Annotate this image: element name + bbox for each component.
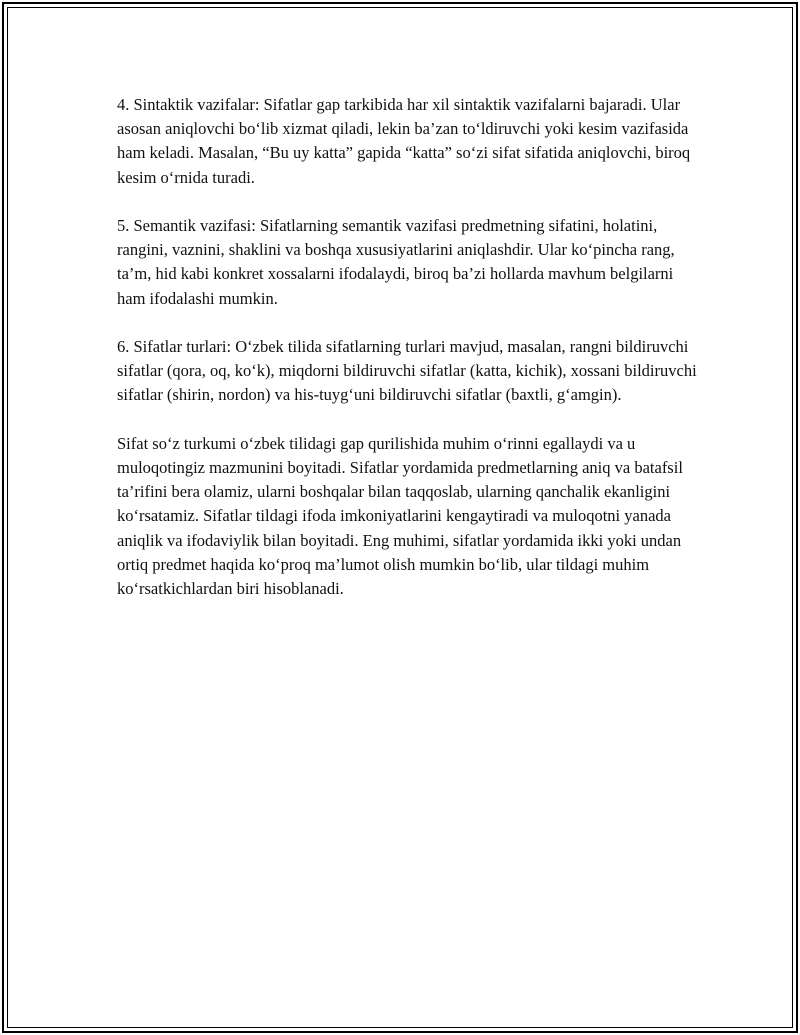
document-body [117,93,697,625]
paragraph-conclusion: Sifat so‘z turkumi o‘zbek tilidagi gap qurilishida muhim o‘rinni egallaydi va u muloqotingiz mazmunini boyitadi. Sifatlar yordamida predmetlarning aniq va batafsil ta’rifini bera olamiz, ularni boshqalar bilan taqqoslab, ularning qanchalik ekanligini ko‘rsatamiz. Sifatlar tildagi ifoda imkoniyatlarini kengaytiradi va muloqotni yanada aniqlik va ifodaviylik bilan boyitadi. Eng muhimi, sifatlar yordamida ikki yoki undan ortiq predmet haqida ko‘proq ma’lumot olish mumkin bo‘lib, ular tildagi muhim ko‘rsatkichlardan biri hisoblanadi. [117,433,683,599]
paragraph-semantic-function: 5. Semantik vazifasi: Sifatlarning semantik vazifasi predmetning sifatini, holatini, rangini, vaznini, shaklini va boshqa xususiyatlarini aniqlashdir. Ular ko‘pincha rang, ta’m, hid kabi konkret xossalarni ifodalaydi, biroq ba’zi hollarda mavhum belgilarni ham ifodalashi mumkin. [117,216,675,308]
paragraph-adjective-types: 6. Sifatlar turlari: O‘zbek tilida sifatlarning turlari mavjud, masalan, rangni bildiruvchi sifatlar (qora, oq, ko‘k), miqdorni bildiruvchi sifatlar (katta, kichik), xossani bildiruvchi sifatlar (shirin, nordon) va his-tuyg‘uni bildiruvchi sifatlar (baxtli, g‘amgin). [117,337,697,405]
paragraph-syntactic-functions: 4. Sintaktik vazifalar: Sifatlar gap tarkibida har xil sintaktik vazifalarni bajaradi. Ular asosan aniqlovchi bo‘lib xizmat qiladi, lekin ba’zan to‘ldiruvchi yoki kesim vazifasida ham keladi. Masalan, “Bu uy katta” gapida “katta” so‘zi sifat sifatida aniqlovchi, biroq kesim o‘rnida turadi. [117,95,691,187]
